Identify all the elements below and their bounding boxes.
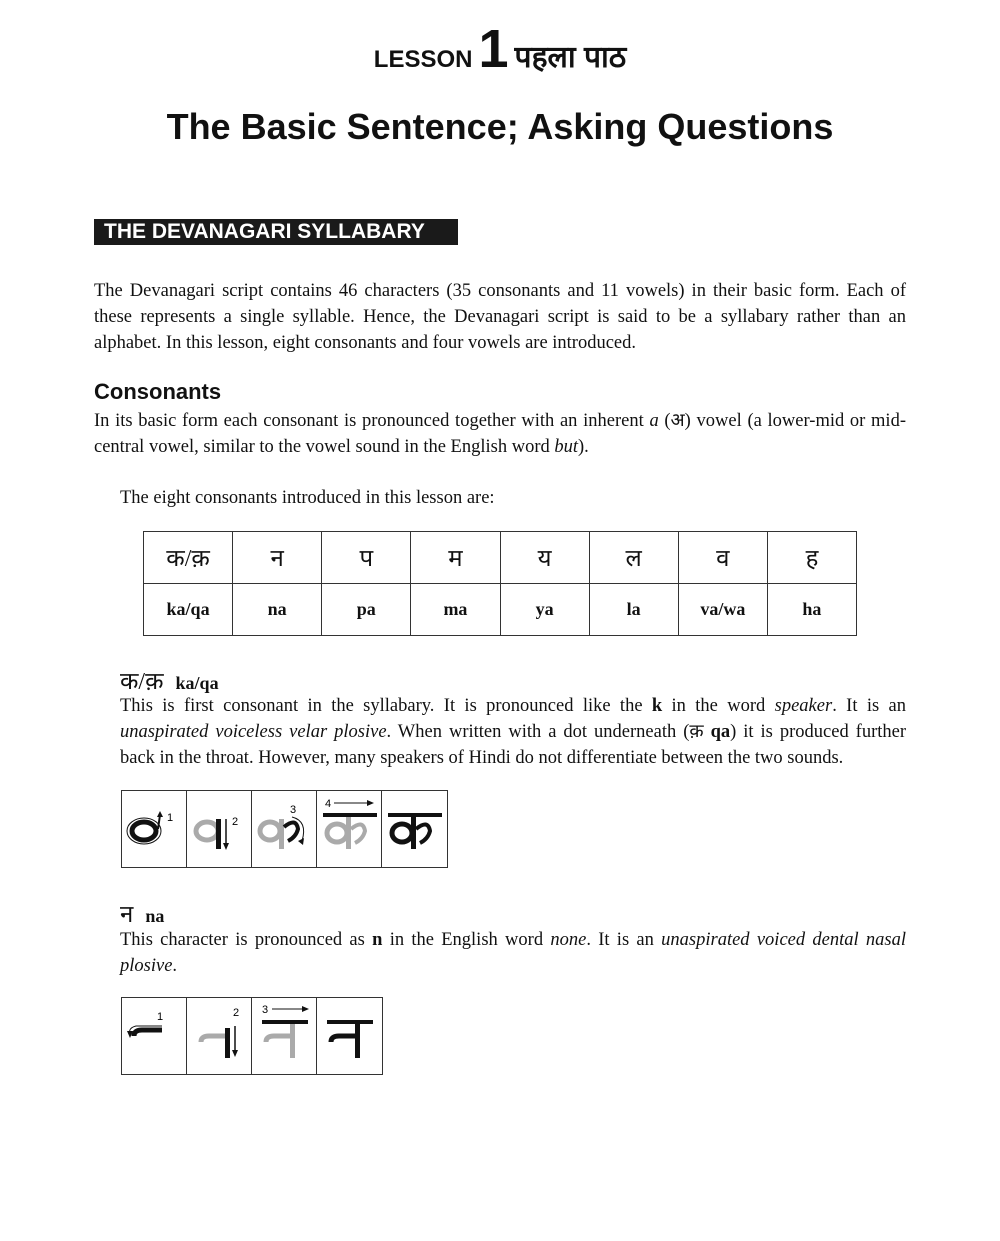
stroke-final (317, 998, 382, 1074)
na-stroke-diagram (121, 997, 383, 1075)
cell-dev: ह (767, 532, 856, 584)
cell-rom: pa (322, 584, 411, 636)
cell-dev: म (411, 532, 500, 584)
svg-text:1: 1 (157, 1011, 164, 1023)
consonants-paragraph: In its basic form each consonant is pronounced together with an inherent a (अ) vowel (a lower-mid or mid-central vowel, similar to the vowel sound in the English word but). (94, 411, 906, 457)
na-heading: न na (120, 902, 165, 928)
cell-rom: ka/qa (144, 584, 233, 636)
ka-heading: क/क़ ka/qa (120, 669, 219, 695)
stroke-step-1 (122, 998, 187, 1074)
cell-dev: क/क़ (144, 532, 233, 584)
stroke-step-2 (187, 791, 252, 867)
na-paragraph: This character is pronounced as n in the English word none. It is an unaspirated voiced dental nasal plosive. (120, 930, 906, 976)
ka-paragraph: This is first consonant in the syllabary. It is pronounced like the k in the word speaker. It is an unaspirated voiceless velar plosive. When written with a dot underneath (क़ qa) it is produced further back in the throat. However, many speakers of Hindi do not differentiate between the two sounds. (120, 696, 907, 768)
svg-text:4: 4 (325, 798, 332, 810)
cell-dev: व (678, 532, 767, 584)
consonant-table (143, 531, 857, 636)
lesson-number: 1 (478, 19, 509, 79)
stroke-final (382, 791, 447, 867)
page-title: The Basic Sentence; Asking Questions (166, 106, 834, 147)
cell-rom: ma (411, 584, 500, 636)
cell-dev: प (322, 532, 411, 584)
stroke-step-2 (187, 998, 252, 1074)
intro-paragraph: The Devanagari script contains 46 characters (35 consonants and 11 vowels) in their basic form. Each of these represents a single syllable. Hence, the Devanagari script is said to be a syllabary rather than an alphabet. In this lesson, eight consonants and four vowels are introduced. (94, 281, 906, 353)
lesson-header (0, 18, 1000, 80)
consonants-heading: Consonants (94, 379, 222, 404)
stroke-step-3 (252, 791, 317, 867)
cell-rom: la (589, 584, 678, 636)
cell-rom: na (233, 584, 322, 636)
table-intro: The eight consonants introduced in this lesson are: (120, 488, 495, 508)
stroke-step-1 (122, 791, 187, 867)
svg-text:3: 3 (290, 804, 297, 816)
lesson-label: LESSON (373, 46, 473, 73)
cell-dev: न (233, 532, 322, 584)
cell-rom: ha (767, 584, 856, 636)
lesson-hindi: पहला पाठ (514, 41, 627, 74)
cell-dev: य (500, 532, 589, 584)
svg-text:1: 1 (167, 812, 174, 824)
cell-rom: ya (500, 584, 589, 636)
svg-text:2: 2 (233, 1007, 240, 1019)
ka-stroke-diagram (121, 790, 448, 868)
cell-rom: va/wa (678, 584, 767, 636)
svg-text:3: 3 (262, 1004, 269, 1016)
stroke-step-3 (252, 998, 317, 1074)
section-heading: THE DEVANAGARI SYLLABARY (94, 219, 458, 245)
stroke-step-4 (317, 791, 382, 867)
svg-text:2: 2 (232, 816, 239, 828)
cell-dev: ल (589, 532, 678, 584)
